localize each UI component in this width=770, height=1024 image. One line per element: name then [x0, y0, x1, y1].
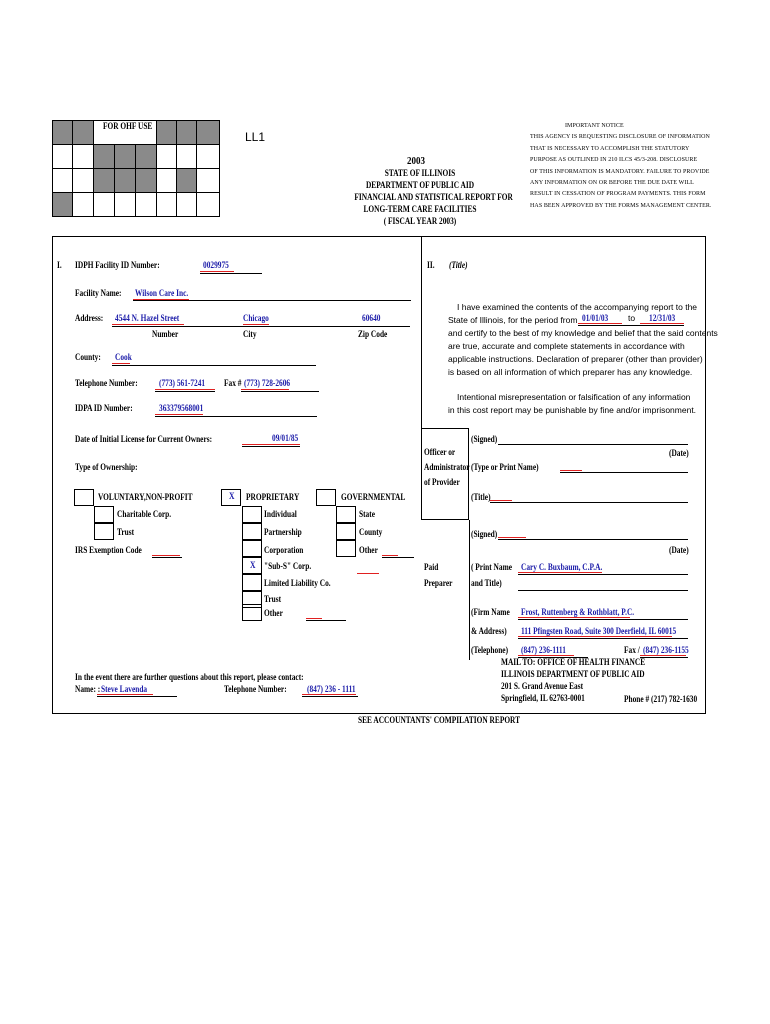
gov-other-checkbox[interactable] [336, 540, 356, 557]
cert-line: and certify to the best of my knowledge and belief that the said contents [448, 328, 718, 338]
grid-cell [72, 168, 94, 193]
warning-line: Intentional misrepresentation or falsification of any information [457, 392, 691, 402]
notice-line: ANY INFORMATION ON OR BEFORE THE DUE DATE WILL [530, 178, 694, 186]
period-to-redmark [640, 323, 684, 324]
county-type-label: County [359, 527, 383, 537]
grid-cell [156, 192, 177, 217]
report-year: 2003 [407, 155, 426, 167]
telephone-value[interactable]: (773) 561-7241 [159, 378, 206, 388]
vol-trust-label: Trust [117, 527, 135, 537]
notice-line: HAS BEEN APPROVED BY THE FORMS MANAGEMENT CENTER. [530, 201, 712, 209]
preparer-label: Preparer [424, 578, 453, 588]
grid-cell [93, 192, 115, 217]
and-title-label: and Title) [471, 578, 502, 588]
contact-line: In the event there are further questions about this report, please contact: [75, 672, 304, 682]
fax-underline [241, 391, 319, 392]
notice-line: THAT IS NECESSARY TO ACCOMPLISH THE STATUTORY [530, 144, 690, 152]
firm-name-redmark [518, 617, 630, 618]
period-to-label: to [628, 313, 636, 323]
county-redmark [112, 363, 130, 364]
notice-line: OF THIS INFORMATION IS MANDATORY. FAILURE TO PROVIDE [530, 167, 710, 175]
report-title [340, 168, 513, 228]
cert-line: State of Illinois, for the period from [448, 315, 578, 325]
preparer-date-label: (Date) [669, 545, 689, 555]
prop-other-label: Other [264, 608, 283, 618]
telephone-underline [155, 391, 215, 392]
period-from-redmark [578, 323, 622, 324]
street-redmark [112, 324, 184, 325]
corporation-checkbox[interactable] [242, 540, 262, 557]
preparer-name-value[interactable]: Cary C. Buxbaum, C.P.A. [521, 562, 603, 572]
firm-address-line [518, 638, 688, 639]
grid-cell [52, 144, 73, 169]
irs-underline [152, 557, 182, 558]
license-underline [242, 446, 300, 447]
fax-value[interactable]: (773) 728-2606 [244, 378, 291, 388]
grid-cell [72, 144, 94, 169]
grid-cell [72, 120, 94, 145]
cert-line: are true, accurate and complete statements in accordance with [448, 341, 685, 351]
llc-label: Limited Liability Co. [264, 578, 331, 588]
firm-name-label: (Firm Name [471, 607, 510, 617]
sub-s-redmark [357, 573, 379, 574]
grid-cell [156, 168, 177, 193]
grid-cell [156, 144, 177, 169]
fax-redmark [241, 389, 289, 390]
license-redmark [242, 444, 300, 445]
grid-cell [176, 192, 197, 217]
preparer-title-line[interactable] [518, 590, 688, 591]
charitable-checkbox[interactable] [94, 506, 114, 523]
prop-other-checkbox[interactable] [242, 604, 262, 621]
certification-title: (Title) [449, 260, 468, 270]
grid-cell [196, 192, 220, 217]
paid-label: Paid [424, 562, 439, 572]
individual-checkbox[interactable] [242, 506, 262, 523]
officer-line: Administrator [424, 462, 470, 472]
contact-name-label: Name: : [75, 684, 101, 694]
grid-cell [135, 144, 157, 169]
telephone-label: Telephone Number: [75, 378, 138, 388]
preparer-name-redmark [518, 572, 602, 573]
idph-value[interactable]: 0029975 [203, 260, 229, 270]
officer-line: of Provider [424, 477, 460, 487]
officer-signature-line[interactable] [498, 444, 688, 445]
firm-address-label: & Address) [471, 626, 507, 636]
notice-line: THIS AGENCY IS REQUESTING DISCLOSURE OF INFORMATION [530, 133, 710, 141]
cert-line: applicable instructions. Declaration of preparer (other than provider) [448, 354, 703, 364]
officer-title-line[interactable] [490, 502, 688, 503]
grid-cell [176, 120, 197, 145]
contact-name-redmark [97, 694, 153, 695]
preparer-signed-redmark [498, 537, 526, 538]
grid-cell [176, 144, 197, 169]
compilation-report-note: SEE ACCOUNTANTS' COMPILATION REPORT [358, 715, 521, 725]
grid-cell [52, 120, 73, 145]
license-value[interactable]: 09/01/85 [272, 433, 299, 443]
voluntary-checkbox[interactable] [74, 489, 94, 506]
grid-cell [114, 144, 136, 169]
cert-line: is based on all information of which preparer has any knowledge. [448, 367, 693, 377]
officer-title-label: (Title) [471, 492, 491, 502]
city-caption: City [243, 329, 257, 339]
period-underline [578, 325, 684, 326]
sub-s-check-mark: X [250, 560, 256, 570]
county-value[interactable]: Cook [115, 352, 132, 362]
contact-name-underline [97, 696, 177, 697]
prop-other-underline [306, 620, 346, 621]
officer-box [421, 428, 469, 520]
contact-phone-underline [302, 696, 358, 697]
zip-value[interactable]: 60640 [362, 313, 381, 323]
proprietary-label: PROPRIETARY [246, 492, 300, 502]
gov-other-redmark [382, 555, 398, 556]
form-code: LL1 [245, 130, 266, 144]
governmental-label: GOVERNMENTAL [341, 492, 406, 502]
fax-label: Fax # [224, 378, 242, 388]
telephone-redmark [155, 389, 215, 390]
grid-cell [135, 192, 157, 217]
firm-fax-label: Fax / [624, 645, 640, 655]
officer-line: Officer or [424, 447, 456, 457]
grid-cell [114, 192, 136, 217]
gov-other-underline [382, 557, 414, 558]
idpa-label: IDPA ID Number: [75, 403, 133, 413]
sub-s-label: "Sub-S" Corp. [264, 561, 312, 571]
idph-underline [200, 273, 262, 274]
facility-underline [133, 300, 411, 301]
contact-phone-value[interactable]: (847) 236 - 1111 [307, 684, 356, 694]
idph-label: IDPH Facility ID Number: [75, 260, 160, 270]
officer-signed-label: (Signed) [471, 434, 498, 444]
grid-cell [156, 120, 177, 145]
partnership-label: Partnership [264, 527, 302, 537]
firm-name-line [518, 619, 688, 620]
partnership-checkbox[interactable] [242, 523, 262, 540]
ohf-use-label: FOR OHF USE [103, 121, 153, 131]
county-checkbox[interactable] [336, 523, 356, 540]
corporation-label: Corporation [264, 545, 304, 555]
firm-telephone-redmark [518, 655, 574, 656]
governmental-checkbox[interactable] [316, 489, 336, 506]
title-line: FINANCIAL AND STATISTICAL REPORT FOR [354, 192, 513, 202]
firm-address-redmark [518, 636, 672, 637]
number-caption: Number [152, 329, 179, 339]
grid-cell [52, 192, 73, 217]
state-label: State [359, 509, 375, 519]
firm-telephone-label: (Telephone) [471, 645, 509, 655]
firm-address-value[interactable]: 111 Pfingsten Road, Suite 300 Deerfield, IL 60015 [521, 626, 677, 636]
officer-name-line[interactable] [560, 472, 688, 473]
mail-line: ILLINOIS DEPARTMENT OF PUBLIC AID [501, 669, 645, 679]
voluntary-label: VOLUNTARY,NON-PROFIT [98, 492, 193, 502]
facility-label: Facility Name: [75, 288, 122, 298]
preparer-signature-line[interactable] [498, 539, 688, 540]
section-1-number: I. [57, 260, 62, 270]
zip-caption: Zip Code [358, 329, 388, 339]
city-redmark [243, 324, 269, 325]
title-line: DEPARTMENT OF PUBLIC AID [365, 180, 475, 190]
firm-telephone-value[interactable]: (847) 236-1111 [521, 645, 566, 655]
preparer-name-line [518, 574, 688, 575]
notice-line: IMPORTANT NOTICE [564, 122, 624, 129]
preparer-divider [469, 520, 470, 660]
grid-cell [196, 120, 220, 145]
grid-cell [52, 168, 73, 193]
address-underline [112, 326, 410, 327]
individual-label: Individual [264, 509, 297, 519]
llc-checkbox[interactable] [242, 574, 262, 591]
grid-cell [93, 144, 115, 169]
grid-cell [176, 168, 197, 193]
proprietary-check-mark: X [229, 491, 235, 501]
grid-cell [135, 168, 157, 193]
street-value[interactable]: 4544 N. Hazel Street [115, 313, 180, 323]
firm-fax-redmark [640, 655, 686, 656]
mail-line: Springfield, IL 62763-0001 [501, 693, 585, 703]
mail-line: 201 S. Grand Avenue East [501, 681, 584, 691]
notice-line: PURPOSE AS OUTLINED IN 210 ILCS 45/3-208. DISCLOSURE [530, 156, 698, 164]
firm-name-value[interactable]: Frost, Ruttenberg & Rothblatt, P.C. [521, 607, 635, 617]
contact-phone-redmark [302, 694, 356, 695]
grid-cell [93, 168, 115, 193]
idpa-redmark [155, 414, 203, 415]
title-line: STATE OF ILLINOIS [384, 168, 456, 178]
officer-name-redmark [560, 470, 582, 471]
license-label: Date of Initial License for Current Owners: [75, 434, 213, 444]
irs-redmark [152, 555, 180, 556]
title-line: ( FISCAL YEAR 2003) [383, 216, 457, 226]
period-to[interactable]: 12/31/03 [649, 313, 676, 323]
county-underline [112, 365, 316, 366]
facility-value[interactable]: Wilson Care Inc. [135, 288, 189, 298]
ownership-label: Type of Ownership: [75, 462, 138, 472]
grid-cell [72, 192, 94, 217]
grid-cell [114, 168, 136, 193]
city-value[interactable]: Chicago [243, 313, 269, 323]
mail-phone: Phone # (217) 782-1630 [624, 694, 698, 704]
firm-fax-value[interactable]: (847) 236-1155 [643, 645, 689, 655]
idpa-value[interactable]: 363379568001 [159, 403, 204, 413]
period-from[interactable]: 01/01/03 [582, 313, 609, 323]
title-line: LONG-TERM CARE FACILITIES [363, 204, 477, 214]
prop-other-redmark [306, 618, 322, 619]
irs-label: IRS Exemption Code [75, 545, 142, 555]
contact-phone-label: Telephone Number: [224, 684, 287, 694]
grid-cell [196, 144, 220, 169]
charitable-label: Charitable Corp. [117, 509, 172, 519]
gov-other-label: Other [359, 545, 378, 555]
contact-name-value[interactable]: Steve Lavenda [101, 684, 148, 694]
preparer-print-name-label: ( Print Name [471, 562, 512, 572]
warning-line: in this cost report may be punishable by fine and/or imprisonment. [448, 405, 697, 415]
idph-redmark [200, 271, 234, 272]
notice-line: RESULT IN CESSATION OF PROGRAM PAYMENTS. THIS FORM [530, 190, 706, 198]
idpa-underline [155, 416, 317, 417]
mail-line: MAIL TO: OFFICE OF HEALTH FINANCE [501, 657, 646, 667]
preparer-signed-label: (Signed) [471, 529, 498, 539]
address-label: Address: [75, 313, 104, 323]
officer-date-label: (Date) [669, 448, 689, 458]
officer-print-name-label: (Type or Print Name) [471, 462, 539, 472]
cert-line: I have examined the contents of the accompanying report to the [457, 302, 698, 312]
officer-title-redmark [490, 500, 512, 501]
section-2-number: II. [427, 260, 435, 270]
state-checkbox[interactable] [336, 506, 356, 523]
vol-trust-checkbox[interactable] [94, 523, 114, 540]
important-notice [530, 122, 727, 213]
county-label: County: [75, 352, 101, 362]
grid-cell [196, 168, 220, 193]
prop-trust-label: Trust [264, 594, 282, 604]
